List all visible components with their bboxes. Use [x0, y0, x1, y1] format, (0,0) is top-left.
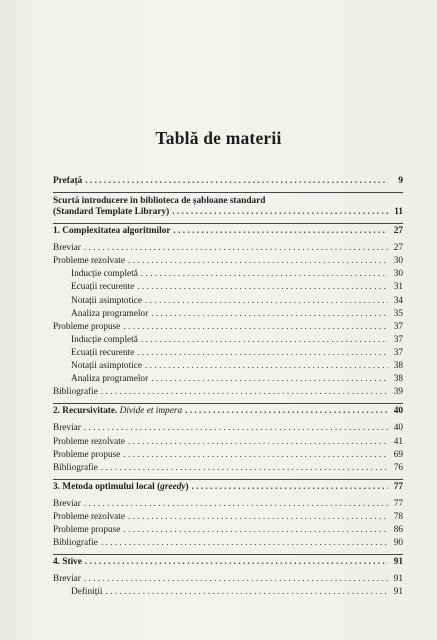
- divider: [53, 223, 403, 224]
- dot-leader: [145, 296, 388, 306]
- toc-entry-title: Prefață: [53, 176, 83, 186]
- dot-leader: [173, 226, 388, 236]
- toc-entry: [53, 587, 403, 600]
- toc-page-number: 30: [393, 256, 403, 267]
- dot-leader: [106, 587, 389, 597]
- toc-entry-title-line2: (Standard Template Library): [53, 207, 170, 218]
- toc-entry-title: Notații asimptotice: [71, 295, 143, 306]
- toc-page-number: 30: [393, 269, 403, 280]
- dot-leader: [151, 309, 388, 319]
- toc-page-number: 11: [394, 207, 403, 218]
- toc-chapter-3: [53, 482, 403, 495]
- dot-leader: [151, 374, 388, 384]
- toc-entry: [53, 348, 403, 361]
- toc-entry-title: Probleme rezolvate: [53, 511, 126, 522]
- toc-page-number: 91: [393, 574, 403, 585]
- dot-leader: [123, 525, 388, 535]
- toc-entry-prefata: [53, 176, 403, 189]
- toc-entry: [53, 269, 403, 282]
- toc-chapter-1: [53, 226, 403, 239]
- dot-leader: [128, 256, 388, 266]
- dot-leader: [101, 387, 388, 397]
- toc-entry-title: Bibliografie: [53, 462, 98, 473]
- dot-leader: [128, 512, 388, 522]
- dot-leader: [84, 423, 388, 433]
- toc-entry: [53, 450, 403, 463]
- toc-entry-title: Inducție completă: [71, 269, 138, 280]
- toc-entry-title: Breviar: [53, 498, 81, 509]
- toc-page-number: 27: [393, 243, 403, 254]
- dot-leader: [84, 243, 388, 253]
- divider: [53, 192, 403, 193]
- toc-page-number: 38: [393, 361, 403, 372]
- dot-leader: [101, 463, 388, 473]
- dot-leader: [101, 538, 388, 548]
- toc-page-number: 91: [393, 557, 403, 568]
- toc-entry-title: Bibliografie: [53, 538, 98, 549]
- toc-page-number: 86: [393, 525, 403, 536]
- toc-page-number: 40: [393, 406, 403, 417]
- toc-page-number: 90: [393, 538, 403, 549]
- toc-page-number: 31: [393, 282, 403, 293]
- toc-entry: [53, 322, 403, 335]
- dot-leader: [84, 574, 388, 584]
- table-of-contents: [53, 176, 403, 601]
- toc-entry-title: Analiza programelor: [71, 308, 149, 319]
- toc-page-number: 78: [393, 511, 403, 522]
- toc-page-number: 27: [393, 226, 403, 237]
- dot-leader: [123, 322, 388, 332]
- toc-entry-title: Probleme propuse: [53, 525, 121, 536]
- dot-leader: [192, 482, 388, 492]
- dot-leader: [85, 557, 388, 567]
- toc-entry-intro: [53, 195, 403, 220]
- toc-entry: [53, 437, 403, 450]
- toc-entry-title: Notații asimptotice: [71, 361, 143, 372]
- toc-entry-title: Ecuații recurente: [71, 347, 135, 358]
- dot-leader: [141, 269, 388, 279]
- dot-leader: [123, 450, 388, 460]
- toc-entry-title: Ecuații recurente: [71, 282, 135, 293]
- dot-leader: [85, 176, 388, 186]
- toc-entry: [53, 463, 403, 476]
- toc-entry-title: Probleme propuse: [53, 449, 121, 460]
- toc-entry: [53, 423, 403, 436]
- toc-entry: [53, 374, 403, 387]
- dot-leader: [185, 406, 388, 416]
- toc-entry-title: Probleme propuse: [53, 321, 121, 332]
- dot-leader: [84, 499, 388, 509]
- toc-page-number: 38: [393, 374, 403, 385]
- toc-page-number: 77: [393, 481, 403, 492]
- toc-page-number: 40: [393, 423, 403, 434]
- toc-chapter-title: 4. Stive: [53, 557, 82, 568]
- toc-chapter-2: [53, 406, 403, 419]
- toc-entry: [53, 296, 403, 309]
- dot-leader: [128, 437, 388, 447]
- toc-entry-title: Probleme rezolvate: [53, 436, 126, 447]
- toc-entry-title-line1: Scurtă introducere în biblioteca de șabloane standard: [53, 196, 266, 207]
- toc-entry: [53, 243, 403, 256]
- toc-entry-title: Breviar: [53, 574, 81, 585]
- dot-leader: [172, 207, 388, 217]
- toc-entry-title: Probleme rezolvate: [53, 256, 126, 267]
- toc-page-number: 41: [393, 436, 403, 447]
- toc-entry: [53, 309, 403, 322]
- toc-chapter-title: 2. Recursivitate. Divide et impera: [53, 406, 183, 417]
- dot-leader: [137, 348, 388, 358]
- dot-leader: [145, 361, 388, 371]
- toc-page-number: 76: [393, 462, 403, 473]
- toc-chapter-title: 3. Metoda optimului local (greedy): [53, 481, 189, 492]
- toc-entry-title: Analiza programelor: [71, 374, 149, 385]
- toc-page-number: 35: [393, 308, 403, 319]
- toc-page-number: 91: [393, 587, 403, 598]
- toc-entry: [53, 282, 403, 295]
- divider: [53, 479, 403, 480]
- toc-page-number: 37: [393, 321, 403, 332]
- toc-page-number: 9: [398, 176, 403, 186]
- dot-leader: [141, 335, 388, 345]
- divider: [53, 554, 403, 555]
- toc-entry: [53, 387, 403, 400]
- divider: [53, 403, 403, 404]
- toc-entry: [53, 574, 403, 587]
- page-title: Tablă de materii: [155, 128, 282, 148]
- toc-entry: [53, 525, 403, 538]
- toc-chapter-title: 1. Complexitatea algoritmilor: [53, 226, 171, 237]
- dot-leader: [137, 282, 388, 292]
- toc-entry-title: Inducție completă: [71, 334, 138, 345]
- toc-entry-title: Bibliografie: [53, 387, 98, 398]
- toc-entry: [53, 538, 403, 551]
- toc-entry-title: Breviar: [53, 423, 81, 434]
- toc-chapter-4: [53, 557, 403, 570]
- toc-page-number: 37: [393, 347, 403, 358]
- toc-entry: [53, 512, 403, 525]
- toc-entry: [53, 361, 403, 374]
- toc-entry: [53, 335, 403, 348]
- toc-entry-title: Definiții: [71, 587, 103, 598]
- toc-entry: [53, 499, 403, 512]
- toc-page-number: 37: [393, 334, 403, 345]
- toc-entry-title: Breviar: [53, 243, 81, 254]
- toc-page-number: 69: [393, 449, 403, 460]
- toc-entry: [53, 256, 403, 269]
- toc-page-number: 39: [393, 387, 403, 398]
- toc-page-number: 34: [393, 295, 403, 306]
- toc-page-number: 77: [393, 498, 403, 509]
